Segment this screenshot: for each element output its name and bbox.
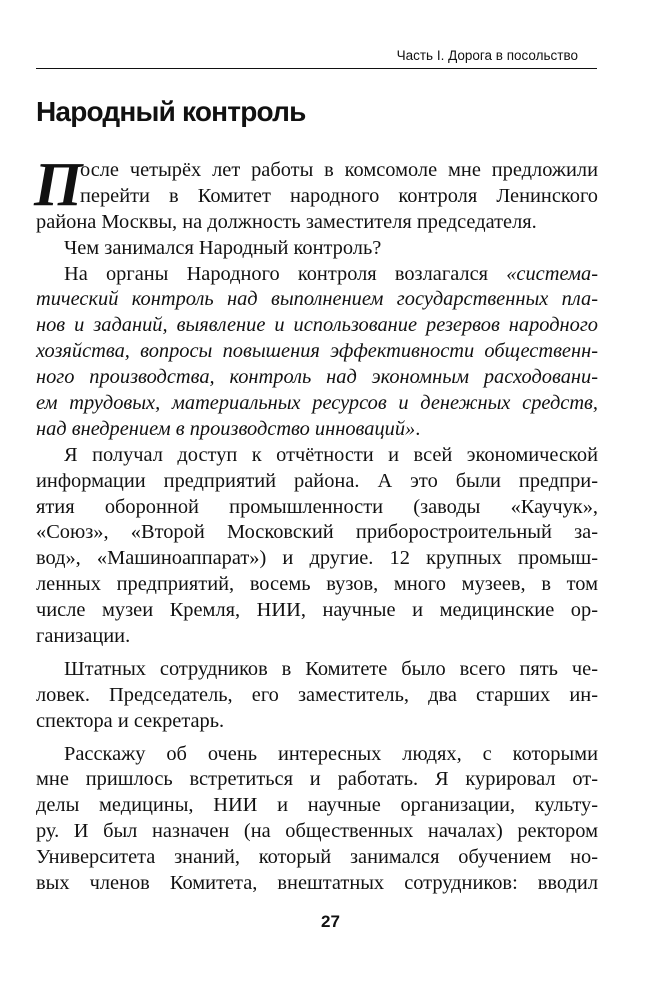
paragraph-line: ятия оборонной промышленности (заводы «Каучук», (36, 495, 598, 518)
body-text (34, 151, 598, 897)
paragraph-gap (36, 650, 598, 657)
quote-line: ного производства, контроль над экономным расходовани- (36, 366, 598, 389)
quote-line: хозяйства, вопросы повышения эффективности общественн- (36, 340, 598, 363)
paragraph-line: ганизации. (36, 625, 131, 648)
quote-line: тический контроль над выполнением государственных пла- (36, 288, 598, 311)
paragraph-line: делы медицины, НИИ и научные организации, культу- (36, 794, 598, 817)
quote-text: над внедрением в производство инноваций» (36, 417, 416, 440)
paragraph-gap (36, 735, 598, 742)
paragraph-line: спектора и секретарь. (36, 709, 225, 732)
paragraph-line: Штатных сотрудников в Комитете было всего пять че- (64, 657, 598, 680)
paragraph-line: Университета знаний, который занимался обучением но- (36, 846, 598, 869)
paragraph-line: Чем занимался Народный контроль? (64, 236, 382, 259)
paragraph-line (36, 262, 598, 288)
paragraph-line: осле четырёх лет работы в комсомоле мне предложили (80, 159, 598, 181)
running-head: Часть I. Дорога в посольство (396, 48, 578, 63)
header-rule (36, 68, 597, 69)
quote-lead: На органы Народного контроля возлагался (64, 262, 507, 285)
quote-text: «системa- (506, 262, 598, 285)
quote-line: нов и заданий, выявление и использование резервов народного (36, 314, 598, 337)
paragraph-line: мне пришлось встретиться и работать. Я курировал от- (36, 768, 598, 791)
quote-tail: . (415, 417, 421, 440)
paragraph-line: Я получал доступ к отчётности и всей экономической (64, 443, 598, 466)
paragraph-line: ленных предприятий, восемь вузов, много музеев, в том (36, 573, 598, 596)
paragraph-line: Расскажу об очень интересных людях, с которыми (64, 742, 598, 765)
paragraph-line: числе музеи Кремля, НИИ, научные и медицинские ор- (36, 599, 598, 622)
drop-cap: П (34, 151, 83, 219)
paragraph-line: перейти в Комитет народного контроля Ленинского (80, 184, 598, 207)
chapter-title: Народный контроль (36, 96, 306, 127)
quote-line: ем трудовых, материальных ресурсов и денежных средств, (36, 392, 598, 415)
paragraph-line: вых членов Комитета, внештатных сотрудников: вводил (36, 872, 598, 895)
paragraph-line: ру. И был назначен (на общественных началах) ректором (36, 820, 598, 843)
paragraph-line: вод», «Машиноаппарат») и другие. 12 крупных промыш- (36, 547, 598, 570)
paragraph-line: «Союз», «Второй Московский приборостроительный за- (36, 521, 598, 544)
paragraph-line: района Москвы, на должность заместителя председателя. (36, 210, 537, 233)
paragraph-line: ловек. Председатель, его заместитель, два старших ин- (36, 683, 598, 706)
paragraph-line (36, 417, 598, 443)
page-number: 27 (321, 912, 340, 931)
paragraph-line: информации предприятий района. А это были предпри- (36, 469, 598, 492)
